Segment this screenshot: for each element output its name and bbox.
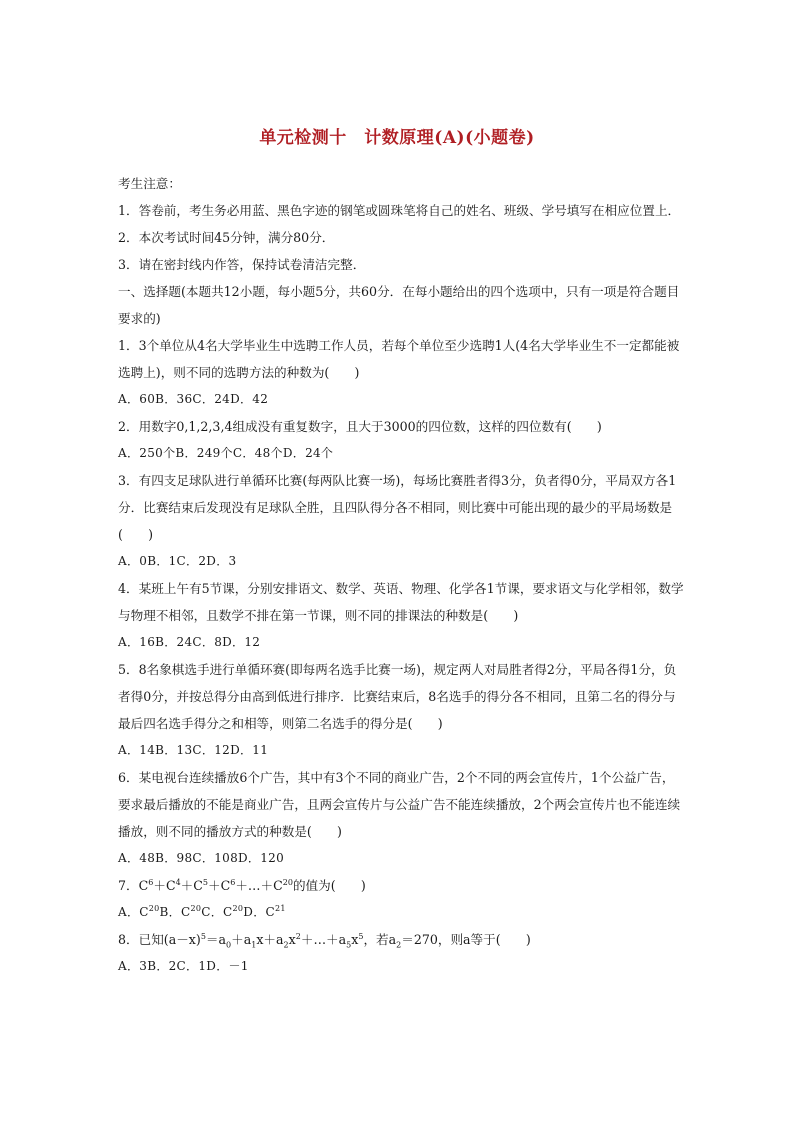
page-title: 单元检测十 计数原理(A)(小题卷) <box>259 128 535 148</box>
q7-prefix: 7． <box>118 878 139 893</box>
question-options: A．16B．24C．8D．12 <box>118 635 261 649</box>
question-stem: 6．某电视台连续播放6个广告，其中有3个不同的商业广告，2个不同的两会宣传片，1个公益广告，要求最后播放的不能是商业广告，且两会宣传片与公益广告不能连续播放，2个两会宣传片也不能连续播放，则不同的播放方式的种数是( ) <box>118 770 681 839</box>
question-options: A．$C^{20}B$．$C^{20}C$．$C^{20}D$．$C^{21}$ <box>118 904 286 919</box>
q7-term: $C^6$ <box>220 877 236 893</box>
question-stem-8: 8．已知$(a-x)^5=a_0+a_1x+a_2x^2+\dots+a_5x^5$，若$a_2=270$，则a等于( ) <box>118 931 531 950</box>
q7-plus: ＋ <box>153 878 166 893</box>
q7-ellipsis: ＋…＋ <box>235 878 274 893</box>
question-stem: 1．3个单位从4名大学毕业生中选聘工作人员，若每个单位至少选聘1人(4名大学毕业生不一定都能被选聘上)，则不同的选聘方法的种数为( ) <box>118 338 680 380</box>
q7-term: $C^5$ <box>193 877 208 893</box>
notice-item: 2．本次考试时间45分钟，满分80分． <box>118 230 335 245</box>
question-options: A．250个B．249个C．48个D．24个 <box>118 446 334 460</box>
q7-suffix: 的值为( ) <box>292 878 366 893</box>
question-stem: 2．用数字0,1,2,3,4组成没有重复数字，且大于3000的四位数，这样的四位数有( ) <box>118 419 602 434</box>
notice-item: 3．请在密封线内作答，保持试卷清洁完整． <box>118 257 366 272</box>
question-options: A．14B．13C．12D．11 <box>118 743 269 757</box>
question-stem-7 <box>118 872 684 899</box>
q7-plus: ＋ <box>208 878 221 893</box>
q7-plus: ＋ <box>180 878 194 893</box>
question-options: A．0B．1C．2D．3 <box>118 554 237 568</box>
section-heading: 一、选择题(本题共12小题，每小题5分，共60分．在每小题给出的四个选项中，只有一项是符合题目要求的) <box>118 284 680 326</box>
q7-term: $C^4$ <box>165 877 181 893</box>
question-options: A．3B．2C．1D．－1 <box>118 959 249 973</box>
question-stem: 3．有四支足球队进行单循环比赛(每两队比赛一场)，每场比赛胜者得3分，负者得0分，平局双方各1分．比赛结束后发现没有足球队全胜，且四队得分各不相同，则比赛中可能出现的最少的平局场数是( ) <box>118 473 677 542</box>
question-stem: 5．8名象棋选手进行单循环赛(即每两名选手比赛一场)，规定两人对局胜者得2分，平局各得1分，负者得0分，并按总得分由高到低进行排序．比赛结束后，8名选手的得分各不相同，且第二名的得分与最后四名选手得分之和相等，则第二名选手的得分是( ) <box>118 662 677 731</box>
notice-heading: 考生注意： <box>118 176 181 191</box>
exam-content <box>118 170 684 980</box>
question-stem: 4．某班上午有5节课，分别安排语文、数学、英语、物理、化学各1节课，要求语文与化学相邻，数学与物理不相邻，且数学不排在第一节课，则不同的排课法的种数是( ) <box>118 581 684 623</box>
q7-term: $C^{20}$ <box>273 877 293 893</box>
question-options: A．48B．98C．108D．120 <box>118 851 285 865</box>
q7-term: $C^6$ <box>138 877 154 893</box>
question-options: A．60B．36C．24D．42 <box>118 392 269 406</box>
notice-item: 1．答卷前，考生务必用蓝、黑色字迹的钢笔或圆珠笔将自己的姓名、班级、学号填写在相应位置上． <box>118 203 681 218</box>
